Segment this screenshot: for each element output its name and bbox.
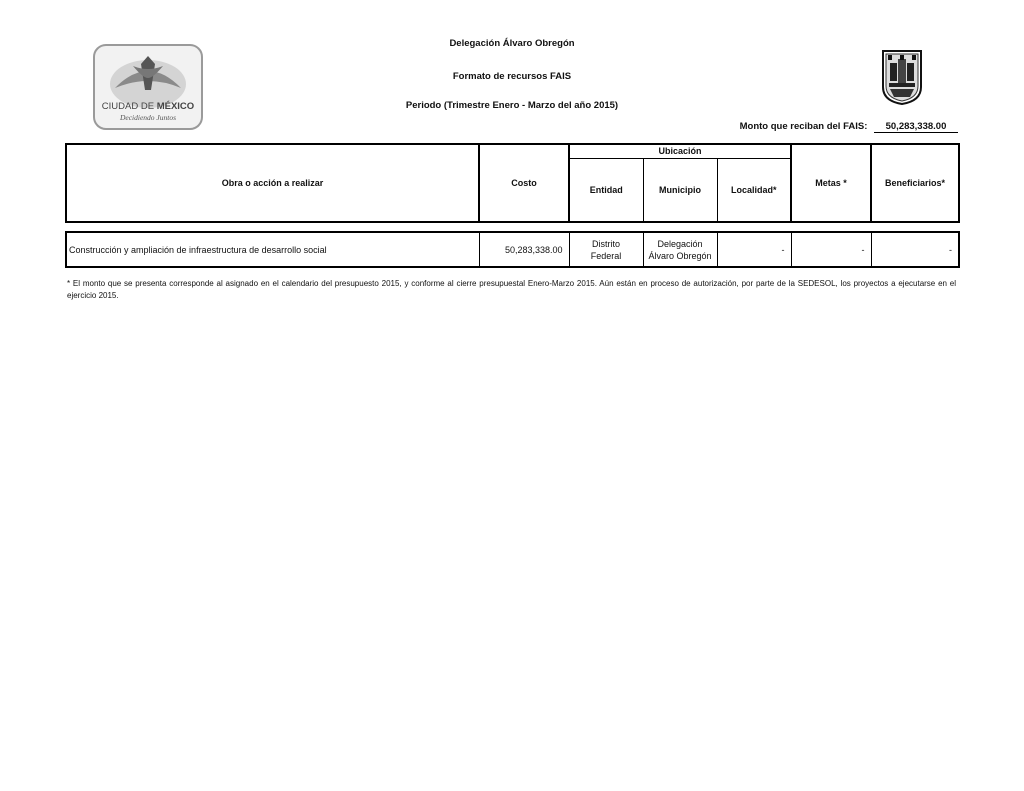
col-header-metas: Metas *	[791, 144, 871, 222]
col-header-beneficiarios: Beneficiarios*	[871, 144, 959, 222]
format-title: Formato de recursos FAIS	[452, 71, 572, 82]
data-table	[65, 231, 960, 268]
cell-municipio	[643, 232, 717, 267]
col-header-costo: Costo	[479, 144, 569, 222]
delegation-title: Delegación Álvaro Obregón	[449, 38, 575, 49]
logo-tagline: Decidiendo Juntos	[119, 113, 177, 122]
entidad-line-2: Federal	[590, 250, 622, 261]
col-header-entidad: Entidad	[569, 158, 643, 222]
monto-value: 50,283,338.00	[874, 121, 958, 133]
ciudad-de-mexico-logo	[93, 44, 203, 130]
cell-entidad	[569, 232, 643, 267]
entidad-line-1: Distrito	[591, 238, 620, 249]
footnote: * El monto que se presenta corresponde al asignado en el calendario del presupuesto 2015, y conforme al cierre presupuestal Enero-Marzo 2015. Aún están en proceso de autorización, por parte de la SEDESOL, los proyectos a ejecutarse en el ejercicio 2015.	[67, 279, 956, 300]
col-header-municipio: Municipio	[643, 158, 717, 222]
col-header-obra: Obra o acción a realizar	[66, 144, 479, 222]
municipio-line-2: Álvaro Obregón	[648, 250, 712, 261]
cell-costo: 50,283,338.00	[479, 232, 569, 267]
col-header-ubicacion: Ubicación	[569, 144, 791, 158]
cell-localidad: -	[717, 232, 791, 267]
cell-metas: -	[791, 232, 871, 267]
monto-label: Monto que reciban del FAIS:	[739, 121, 868, 132]
period-title: Periodo (Trimestre Enero - Marzo del año 2015)	[405, 100, 619, 111]
header-table	[65, 143, 960, 223]
cell-obra: Construcción y ampliación de infraestructura de desarrollo social	[66, 232, 479, 267]
table-row	[66, 232, 959, 267]
logo-city-text: CIUDAD DE MÉXICO	[101, 101, 195, 112]
col-header-localidad: Localidad*	[717, 158, 791, 222]
cell-beneficiarios: -	[871, 232, 959, 267]
monto-fais	[740, 121, 958, 133]
municipio-line-1: Delegación	[657, 238, 703, 249]
